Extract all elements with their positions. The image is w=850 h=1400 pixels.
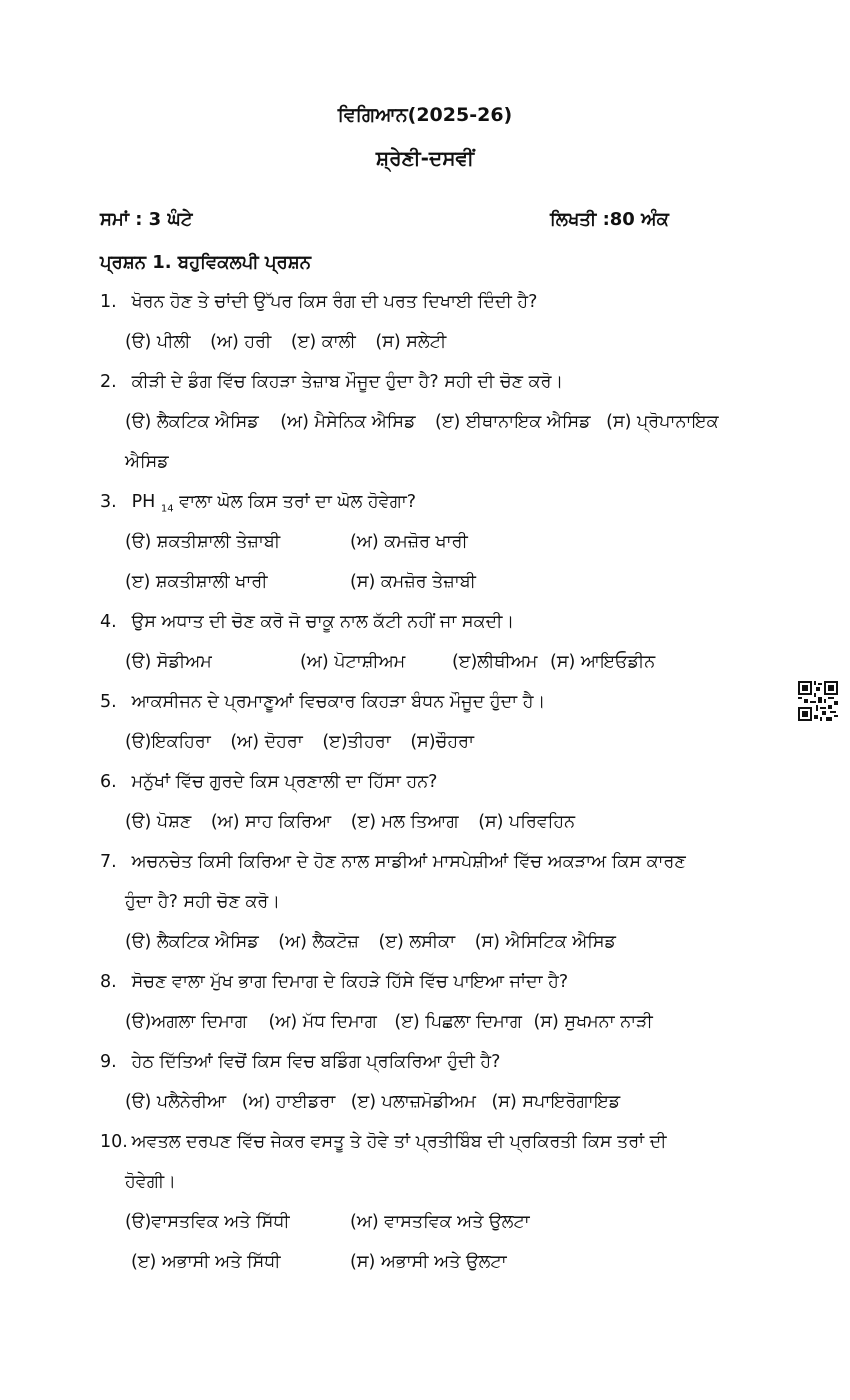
question-number: 4. bbox=[100, 612, 117, 632]
question-text: ਅਵਤਲ ਦਰਪਣ ਵਿੱਚ ਜੇਕਰ ਵਸਤੂ ਤੇ ਹੋਵੇ ਤਾਂ ਪ੍ਰਤੀਬਿੰਬ ਦੀ ਪ੍ਰਕਿਰਤੀ ਕਿਸ ਤਰਾਂ ਦੀ bbox=[131, 1132, 667, 1152]
question-2-options bbox=[125, 410, 719, 434]
option-c: (ੲ) ਲਸੀਕਾ bbox=[378, 932, 456, 952]
question-number: 10. bbox=[100, 1132, 128, 1152]
section-title: ਪ੍ਰਸ਼ਨ 1. ਬਹੁਵਿਕਲਪੀ ਪ੍ਰਸ਼ਨ bbox=[100, 252, 311, 273]
option-a: (ੳ) ਪੀਲੀ bbox=[125, 332, 191, 352]
option-c: (ੲ) ਸ਼ਕਤੀਸ਼ਾਲੀ ਖਾਰੀ bbox=[125, 572, 268, 592]
question-text: ਖੋਰਨ ਹੋਣ ਤੇ ਚਾਂਦੀ ਉੱਪਰ ਕਿਸ ਰੰਗ ਦੀ ਪਰਤ ਦਿਖਾਈ ਦਿੰਦੀ ਹੈ? bbox=[131, 292, 538, 312]
option-d: (ਸ)ਚੌਹਰਾ bbox=[410, 732, 475, 752]
paper-title: ਵਿਗਿਆਨ(2025-26) bbox=[337, 104, 513, 126]
question-number: 7. bbox=[100, 852, 117, 872]
question-10-options-row-1 bbox=[125, 1210, 530, 1234]
question-6 bbox=[100, 770, 437, 794]
question-10-continuation: ਹੋਵੇਗੀ। bbox=[125, 1172, 176, 1192]
option-a: (ੳ) ਲੈਕਟਿਕ ਐਸਿਡ bbox=[125, 932, 259, 952]
option-c: (ੲ) ਅਭਾਸੀ ਅਤੇ ਸਿੱਧੀ bbox=[131, 1252, 281, 1272]
question-7-options bbox=[125, 930, 616, 954]
option-a: (ੳ) ਪਲੈਨੇਰੀਆ bbox=[125, 1092, 227, 1112]
option-b: (ਅ) ਮੈਸੇਨਿਕ ਐਸਿਡ bbox=[280, 412, 416, 432]
question-7-continuation: ਹੁੰਦਾ ਹੈ? ਸਹੀ ਚੋਣ ਕਰੋ। bbox=[125, 892, 281, 912]
option-b: (ਅ) ਹਾਈਡਰਾ bbox=[241, 1092, 336, 1112]
question-9-options bbox=[125, 1090, 620, 1114]
option-d: (ਸ) ਪ੍ਰੋਪਾਨਾਇਕ bbox=[606, 412, 719, 432]
class-title: ਸ਼੍ਰੇਣੀ-ਦਸਵੀਂ bbox=[375, 146, 475, 170]
question-3-options-row-2 bbox=[125, 570, 476, 594]
question-9 bbox=[100, 1050, 500, 1074]
question-10-options-row-2 bbox=[131, 1250, 507, 1274]
option-b: (ਅ) ਕਮਜ਼ੋਰ ਖਾਰੀ bbox=[350, 532, 468, 552]
option-d: (ਸ) ਕਮਜ਼ੋਰ ਤੇਜ਼ਾਬੀ bbox=[350, 572, 476, 592]
question-text: ਉਸ ਅਧਾਤ ਦੀ ਚੋਣ ਕਰੋ ਜੋ ਚਾਕੂ ਨਾਲ ਕੱਟੀ ਨਹੀਂ ਜਾ ਸਕਦੀ। bbox=[131, 612, 515, 632]
question-4 bbox=[100, 610, 514, 634]
question-1-options bbox=[125, 330, 446, 354]
question-1 bbox=[100, 290, 537, 314]
option-d: (ਸ) ਪਰਿਵਹਿਨ bbox=[478, 812, 576, 832]
question-10 bbox=[100, 1130, 667, 1154]
question-7 bbox=[100, 850, 686, 874]
option-a: (ੳ)ਅਗਲਾ ਦਿਮਾਗ bbox=[125, 1012, 247, 1032]
option-d: (ਸ) ਸੁਖਮਨਾ ਨਾੜੀ bbox=[533, 1012, 653, 1032]
option-b: (ਅ) ਦੋਹਰਾ bbox=[230, 732, 303, 752]
question-2 bbox=[100, 370, 563, 394]
option-a: (ੳ)ਵਾਸਤਵਿਕ ਅਤੇ ਸਿੱਧੀ bbox=[125, 1212, 290, 1232]
option-c: (ੲ) ਕਾਲੀ bbox=[290, 332, 356, 352]
option-c: (ੲ)ਲੀਥੀਅਮ bbox=[452, 652, 538, 672]
question-4-options bbox=[125, 650, 685, 674]
option-c: (ੲ) ਮਲ ਤਿਆਗ bbox=[350, 812, 459, 832]
question-number: 1. bbox=[100, 292, 117, 312]
option-c: (ੲ) ਈਥਾਨਾਇਕ ਐਸਿਡ bbox=[435, 412, 591, 432]
option-d: (ਸ) ਸਲੇਟੀ bbox=[375, 332, 447, 352]
option-a: (ੳ) ਲੈਕਟਿਕ ਐਸਿਡ bbox=[125, 412, 259, 432]
question-2-continuation: ਐਸਿਡ bbox=[125, 452, 169, 472]
option-a: (ੳ) ਸ਼ਕਤੀਸ਼ਾਲੀ ਤੇਜ਼ਾਬੀ bbox=[125, 532, 281, 552]
option-d: (ਸ) ਐਸਿਟਿਕ ਐਸਿਡ bbox=[474, 932, 616, 952]
question-6-options bbox=[125, 810, 575, 834]
question-5-options bbox=[125, 730, 474, 754]
question-8 bbox=[100, 970, 568, 994]
option-b: (ਅ) ਹਰੀ bbox=[210, 332, 272, 352]
option-c: (ੲ)ਤੀਹਰਾ bbox=[322, 732, 391, 752]
option-b: (ਅ) ਮੱਧ ਦਿਮਾਗ bbox=[268, 1012, 377, 1032]
option-c: (ੲ) ਪਲਾਜ਼ਮੋਡੀਅਮ bbox=[350, 1092, 476, 1112]
question-text: ਹੇਠ ਦਿੱਤਿਆਂ ਵਿਚੋਂ ਕਿਸ ਵਿਚ ਬਡਿੰਗ ਪ੍ਰਕਿਰਿਆ ਹੁੰਦੀ ਹੈ? bbox=[131, 1052, 501, 1072]
qr-code-icon bbox=[798, 681, 838, 721]
option-a: (ੳ) ਸੋਡੀਅਮ bbox=[125, 652, 212, 672]
question-8-options bbox=[125, 1010, 653, 1034]
option-d: (ਸ) ਸਪਾਇਰੋਗਾਇਡ bbox=[491, 1092, 621, 1112]
question-text: ਮਨੁੱਖਾਂ ਵਿੱਚ ਗੁਰਦੇ ਕਿਸ ਪ੍ਰਣਾਲੀ ਦਾ ਹਿੱਸਾ ਹਨ? bbox=[131, 772, 438, 792]
question-number: 8. bbox=[100, 972, 117, 992]
question-number: 9. bbox=[100, 1052, 117, 1072]
option-d: (ਸ) ਆਇਓਡੀਨ bbox=[550, 652, 656, 672]
option-a: (ੳ)ਇਕਹਿਰਾ bbox=[125, 732, 211, 752]
question-text: ਕੀੜੀ ਦੇ ਡੰਗ ਵਿੱਚ ਕਿਹੜਾ ਤੇਜ਼ਾਬ ਮੌਜੂਦ ਹੁੰਦਾ ਹੈ? ਸਹੀ ਦੀ ਚੋਣ ਕਰੋ। bbox=[131, 372, 564, 392]
marks-label: ਲਿਖਤੀ :80 ਅੰਕ bbox=[550, 209, 669, 230]
question-text: ਵਾਲਾ ਘੋਲ ਕਿਸ ਤਰਾਂ ਦਾ ਘੋਲ ਹੋਵੇਗਾ? bbox=[179, 492, 417, 512]
option-b: (ਅ) ਸਾਹ ਕਿਰਿਆ bbox=[210, 812, 332, 832]
option-a: (ੳ) ਪੋਸ਼ਣ bbox=[125, 812, 192, 832]
option-b: (ਅ) ਵਾਸਤਵਿਕ ਅਤੇ ਉਲਟਾ bbox=[350, 1212, 530, 1232]
question-number: 6. bbox=[100, 772, 117, 792]
question-text: ਸੋਚਣ ਵਾਲਾ ਮੁੱਖ ਭਾਗ ਦਿਮਾਗ ਦੇ ਕਿਹੜੇ ਹਿੱਸੇ ਵਿੱਚ ਪਾਇਆ ਜਾਂਦਾ ਹੈ? bbox=[131, 972, 569, 992]
question-text: ਆਕਸੀਜਨ ਦੇ ਪ੍ਰਮਾਣੂਆਂ ਵਿਚਕਾਰ ਕਿਹੜਾ ਬੰਧਨ ਮੌਜੂਦ ਹੁੰਦਾ ਹੈ। bbox=[131, 692, 546, 712]
question-text-pre: PH bbox=[131, 492, 156, 512]
option-d: (ਸ) ਅਭਾਸੀ ਅਤੇ ਉਲਟਾ bbox=[350, 1252, 507, 1272]
question-number: 5. bbox=[100, 692, 117, 712]
option-b: (ਅ) ਲੈਕਟੋਜ਼ bbox=[278, 932, 359, 952]
question-5 bbox=[100, 690, 545, 714]
option-c: (ੲ) ਪਿਛਲਾ ਦਿਮਾਗ bbox=[394, 1012, 522, 1032]
time-label: ਸਮਾਂ : 3 ਘੰਟੇ bbox=[100, 209, 193, 230]
question-number: 2. bbox=[100, 372, 117, 392]
question-3-options-row-1 bbox=[125, 530, 468, 554]
ph-value: 14 bbox=[160, 503, 174, 515]
question-number: 3. bbox=[100, 492, 117, 512]
option-b: (ਅ) ਪੋਟਾਸ਼ੀਅਮ bbox=[300, 652, 406, 672]
question-text: ਅਚਨਚੇਤ ਕਿਸੀ ਕਿਰਿਆ ਦੇ ਹੋਣ ਨਾਲ ਸਾਡੀਆਂ ਮਾਸਪੇਸ਼ੀਆਂ ਵਿੱਚ ਅਕੜਾਅ ਕਿਸ ਕਾਰਣ bbox=[131, 852, 686, 872]
question-3 bbox=[100, 490, 416, 522]
